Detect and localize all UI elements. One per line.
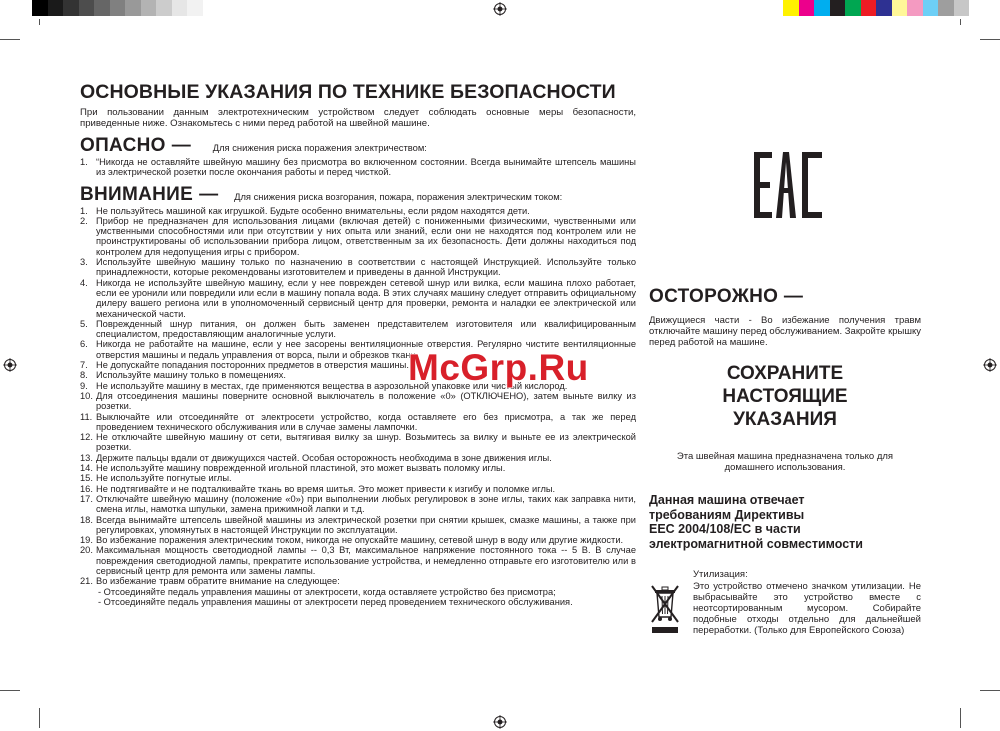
list-item: [80, 515, 636, 536]
gray-swatch: [187, 0, 203, 16]
registration-mark-left: [3, 358, 17, 372]
list-item-number: 9.: [80, 380, 88, 391]
disposal-text: Это устройство отмечено значком утилизации. Не выбрасывайте это устройство вместе с неотсортированным мусором. Собирайте подобные отходы отдельно для дальнейшей переработки. (Только для Европейского Союза): [693, 581, 921, 636]
list-item-number: 14.: [80, 463, 93, 474]
save-instructions-block: [649, 362, 921, 431]
list-item-text: Всегда вынимайте штепсель швейной машины из электрической розетки при снятии крышек, смазке машины, а также при регулировках, упомянутых в настоящей Инструкции по эксплуатации.: [96, 514, 636, 535]
color-swatch: [876, 0, 892, 16]
list-item-text: Никогда не используйте швейную машину, если у нее поврежден сетевой шнур или вилка, если машина плохо работает, если ее уронили или повредили или если в машину попала вода. В этих случаях машину следует отправить официальному дилеру вашего региона или в уполномоченный сервисный центр для проверки, ремонта и наладки ее электрической или механической части.: [96, 277, 636, 319]
list-item: [80, 494, 636, 515]
sub-list-item: - Отсоединяйте педаль управления машины от электросети, когда оставляете устройство без присмотра;: [98, 586, 556, 597]
grayscale-calibration-strip: [32, 0, 218, 16]
list-item-text: Во избежание поражения электрическим током, никогда не опускайте машину, сетевой шнур в воду или другие жидкости.: [96, 535, 624, 546]
eac-certification-logo: [754, 152, 822, 218]
danger-heading: ОПАСНО: [80, 135, 166, 156]
crop-mark: [0, 39, 20, 40]
list-item-number: 5.: [80, 318, 88, 329]
crop-mark: [960, 19, 961, 25]
intro-paragraph: При пользовании данным электротехническим устройством следует соблюдать основные меры безопасности, приведенные ниже. Ознакомьтесь с ними перед работой на швейной машине.: [80, 107, 636, 129]
household-line-1: Эта швейная машина предназначена только для: [676, 451, 894, 462]
list-item-number: 7.: [80, 360, 88, 371]
safety-instructions-column: [80, 80, 636, 607]
list-item: [80, 545, 636, 576]
list-item-text: Держите пальцы вдали от движущихся частей. Особая осторожность необходима в зоне движения иглы.: [96, 452, 552, 463]
list-item: [80, 206, 636, 216]
color-swatch: [892, 0, 908, 16]
caution-heading: ОСТОРОЖНО: [649, 286, 779, 307]
gray-swatch: [125, 0, 141, 16]
list-item: [80, 391, 636, 412]
list-item-number: 11.: [80, 411, 93, 422]
list-item: [80, 157, 636, 178]
list-item-number: 16.: [80, 483, 93, 494]
list-item-text: Во избежание травм обратите внимание на следующее:: [96, 576, 340, 587]
list-item-number: 21.: [80, 576, 93, 587]
caution-heading-row: [649, 286, 803, 308]
list-item: [80, 278, 636, 319]
list-item: [80, 535, 636, 545]
list-item-number: 2.: [80, 215, 88, 226]
list-item-text: Используйте машину только в помещениях.: [96, 370, 286, 381]
list-item-number: 3.: [80, 257, 88, 268]
gray-swatch: [203, 0, 219, 16]
danger-note: Для снижения риска поражения электричеством:: [212, 142, 427, 153]
list-item-text: Не пользуйтесь машиной как игрушкой. Будьте особенно внимательны, если рядом находятся дети.: [96, 205, 530, 216]
watermark: McGrp.Ru: [408, 347, 589, 388]
crop-mark: [39, 708, 40, 728]
gray-swatch: [172, 0, 188, 16]
list-item-number: 10.: [80, 390, 93, 401]
list-item-number: 13.: [80, 452, 93, 463]
list-item-number: 4.: [80, 277, 88, 288]
registration-mark-bottom: [493, 715, 507, 729]
household-use-note: [649, 451, 921, 473]
color-calibration-strip: [783, 0, 969, 16]
list-item-number: 12.: [80, 432, 93, 443]
list-item-number: 18.: [80, 514, 93, 525]
list-item-text: Не используйте машину поврежденной игольной пластиной, это может вызвать поломку иглы.: [96, 463, 506, 474]
compliance-line-3: EEC 2004/108/EC в части: [649, 522, 801, 536]
list-item-number: 20.: [80, 545, 93, 556]
warning-note: Для снижения риска возгорания, пожара, поражения электрическим током:: [234, 190, 563, 202]
list-item-text: Используйте швейную машину только по назначению в соответствии с настоящей Инструкцией. Используйте только принадлежности, которые рекомендованы изготовителем и приведены в данной Инструкции.: [96, 257, 636, 278]
list-item-number: 19.: [80, 535, 93, 546]
color-swatch: [830, 0, 846, 16]
list-item: [80, 473, 636, 483]
color-swatch: [861, 0, 877, 16]
list-item-text: Поврежденный шнур питания, он должен быть заменен представителем изготовителя или квалифицированным специалистом, предоставляющим аналогичные услуги.: [96, 318, 636, 340]
list-item: [80, 319, 636, 340]
color-swatch: [814, 0, 830, 16]
color-swatch: [938, 0, 954, 16]
list-item-number: 6.: [80, 339, 88, 350]
list-item-number: 17.: [80, 493, 93, 504]
color-swatch: [845, 0, 861, 16]
crop-mark: [980, 690, 1000, 691]
list-item-text: Максимальная мощность светодиодной лампы -- 0,3 Вт, максимальное напряжение постоянного тока -- 5 В. В случае повреждения светодиодной лампы, прекратите использование устройства, и немедленно отправьте его изготовителю или в сервисный центр для ремонта или замены лампы.: [96, 545, 636, 576]
gray-swatch: [48, 0, 64, 16]
list-item-text: Прибор не предназначен для использования лицами (включая детей) с пониженными физическими, чувственными или умственными способностями или при отсутствии у них опыта или знаний, если они не находятся под контролем или не проинструктированы об использовании прибора лицом, ответственным за их безопасность. Дети должны находиться под контролем для недопущения игры с прибором.: [96, 215, 636, 257]
list-item-text: Не используйте погнутые иглы.: [96, 473, 232, 484]
gray-swatch: [32, 0, 48, 16]
compliance-line-2: требованиям Директивы: [649, 507, 805, 522]
household-line-2: домашнего использования.: [724, 462, 846, 473]
page-title: ОСНОВНЫЕ УКАЗАНИЯ ПО ТЕХНИКЕ БЕЗОПАСНОСТИ: [80, 81, 616, 103]
list-item: [80, 463, 636, 473]
danger-list: [80, 157, 636, 178]
disposal-title: Утилизация:: [693, 569, 748, 580]
caution-dash: —: [783, 286, 804, 307]
compliance-line-1: Данная машина отвечает: [649, 493, 805, 507]
sub-list-item: - Отсоединяйте педаль управления машины от электросети перед проведением технического обслуживания.: [98, 596, 573, 607]
list-item-text: Выключайте или отсоединяйте от электросети устройство, когда оставляете его без присмотра, а так же перед проведением технического обслуживания или в случае замены лампочки.: [96, 411, 636, 432]
save-line-3: УКАЗАНИЯ: [733, 409, 837, 430]
list-item: [80, 216, 636, 257]
list-item-text: Не подтягивайте и не подталкивайте ткань во время шитья. Это может привести к изгибу и поломке иглы.: [96, 483, 556, 494]
list-item-number: 1.: [80, 157, 88, 167]
gray-swatch: [156, 0, 172, 16]
warning-list: [80, 206, 636, 608]
list-item-text: Не используйте машину в местах, где применяются вещества в аэрозольной упаковке или чистый кислород.: [96, 380, 568, 391]
warning-dash: —: [199, 183, 219, 205]
list-item-number: 8.: [80, 370, 88, 381]
list-item: [80, 484, 636, 494]
color-swatch: [954, 0, 970, 16]
list-item: [80, 453, 636, 463]
save-line-2: НАСТОЯЩИЕ: [722, 386, 848, 407]
weee-crossed-bin-icon: [649, 583, 681, 635]
gray-swatch: [141, 0, 157, 16]
list-item-number: 1.: [80, 205, 88, 216]
warning-heading: ВНИМАНИЕ: [80, 183, 194, 205]
gray-swatch: [79, 0, 95, 16]
list-item: [80, 412, 636, 433]
crop-mark: [39, 19, 40, 25]
list-item-text: Не отключайте швейную машину от сети, вытягивая вилку за шнур. Возьмитесь за вилку и выньте ее из электрической розетки.: [96, 432, 636, 453]
gray-swatch: [63, 0, 79, 16]
list-item-text: “Никогда не оставляйте швейную машину без присмотра во включенном состоянии. Всегда вынимайте штепсель машины из электрической розетки после окончания работы и перед чисткой.: [96, 157, 636, 178]
color-swatch: [783, 0, 799, 16]
danger-dash: —: [171, 135, 191, 156]
compliance-line-4: электромагнитной совместимости: [649, 536, 863, 551]
list-item: [80, 576, 636, 607]
save-line-1: СОХРАНИТЕ: [726, 363, 844, 384]
list-item-text: Не допускайте попадания посторонних предметов в отверстия машины.: [96, 360, 409, 371]
gray-swatch: [110, 0, 126, 16]
list-item: [80, 432, 636, 453]
list-item: [80, 257, 636, 278]
color-swatch: [907, 0, 923, 16]
crop-mark: [0, 690, 20, 691]
list-item-text: Никогда не работайте на машине, если у нее засорены вентиляционные отверстия. Регулярно чистите вентиляционные отверстия машины и педаль управления от ворса, пыли и обрезков ткани.: [96, 339, 636, 360]
list-item-text: Отключайте швейную машину (положение «0») при выполнении любых регулировок в зоне иглы, таких как заправка нити, смена иглы, намотка шпульки, замена прижимной лапки и т.д.: [96, 493, 636, 515]
warning-heading-row: [80, 184, 636, 206]
color-swatch: [799, 0, 815, 16]
list-item-text: Для отсоединения машины поверните основной выключатель в положение «0» (ОТКЛЮЧЕНО), затем выньте вилку из розетки.: [96, 390, 636, 412]
danger-heading-row: [80, 135, 636, 157]
emc-compliance-statement: [649, 493, 921, 551]
crop-mark: [980, 39, 1000, 40]
registration-mark-top: [493, 2, 507, 16]
crop-mark: [960, 708, 961, 728]
color-swatch: [923, 0, 939, 16]
caution-text: Движущиеся части - Во избежание получения травм отключайте машину перед обслуживанием. Закройте крышку перед работой на машине.: [649, 315, 921, 348]
list-item-number: 15.: [80, 473, 93, 484]
registration-mark-right: [983, 358, 997, 372]
gray-swatch: [94, 0, 110, 16]
